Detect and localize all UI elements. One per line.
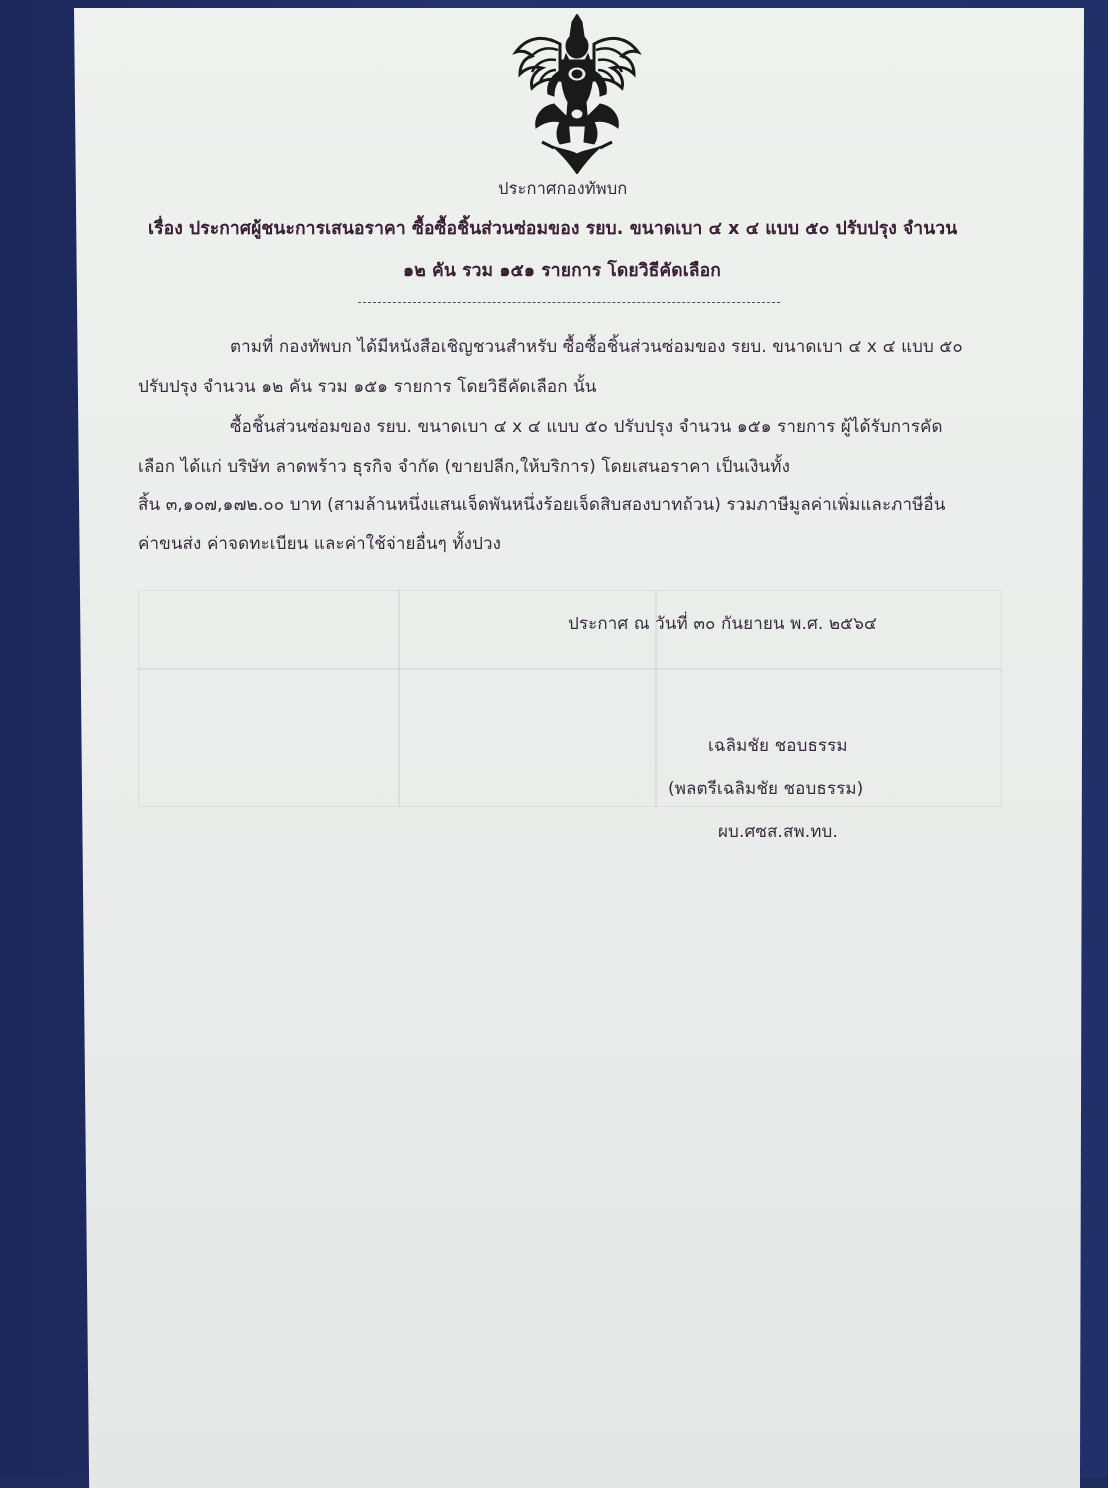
paragraph-2-line-2: เลือก ได้แก่ บริษัท ลาดพร้าว ธุรกิจ จำกัด (ขายปลีก,ให้บริการ) โดยเสนอราคา เป็นเงินทั้ง <box>138 457 790 477</box>
garuda-emblem-icon <box>512 14 642 174</box>
office-title: ประกาศกองทัพบก <box>498 179 628 198</box>
announcement-date: ประกาศ ณ วันที่ ๓๐ กันยายน พ.ศ. ๒๕๖๔ <box>568 614 877 634</box>
signer-name: (พลตรีเฉลิมชัย ชอบธรรม) <box>668 779 864 799</box>
paragraph-1-line-1: ตามที่ กองทัพบก ได้มีหนังสือเชิญชวนสำหรับ ซื้อซื้อชิ้นส่วนซ่อมของ รยบ. ขนาดเบา ๔ x ๔ แบบ ๕๐ <box>230 337 963 357</box>
signer-position: ผบ.ศซส.สพ.ทบ. <box>718 822 838 842</box>
subject-line-2: ๑๒ คัน รวม ๑๕๑ รายการ โดยวิธีคัดเลือก <box>403 261 721 281</box>
paragraph-2-line-4: ค่าขนส่ง ค่าจดทะเบียน และค่าใช้จ่ายอื่นๆ ทั้งปวง <box>138 534 502 554</box>
signature: เฉลิมชัย ชอบธรรม <box>708 736 848 756</box>
paragraph-1-line-2: ปรับปรุง จำนวน ๑๒ คัน รวม ๑๕๑ รายการ โดยวิธีคัดเลือก นั้น <box>138 377 597 397</box>
subject-line-1: เรื่อง ประกาศผู้ชนะการเสนอราคา ซื้อซื้อชิ้นส่วนซ่อมของ รยบ. ขนาดเบา ๔ x ๔ แบบ ๕๐ ปรับปรุง จำนวน <box>148 219 958 239</box>
paragraph-2-line-1: ซื้อชิ้นส่วนซ่อมของ รยบ. ขนาดเบา ๔ x ๔ แบบ ๕๐ ปรับปรุง จำนวน ๑๕๑ รายการ ผู้ได้รับการคัด <box>230 417 943 437</box>
paragraph-2-line-3: สิ้น ๓,๑๐๗,๑๗๒.๐๐ บาท (สามล้านหนึ่งแสนเจ็ดพันหนึ่งร้อยเจ็ดสิบสองบาทถ้วน) รวมภาษีมูลค่าเพิ่มและภาษีอื่น <box>138 495 946 515</box>
header-divider <box>358 302 780 303</box>
